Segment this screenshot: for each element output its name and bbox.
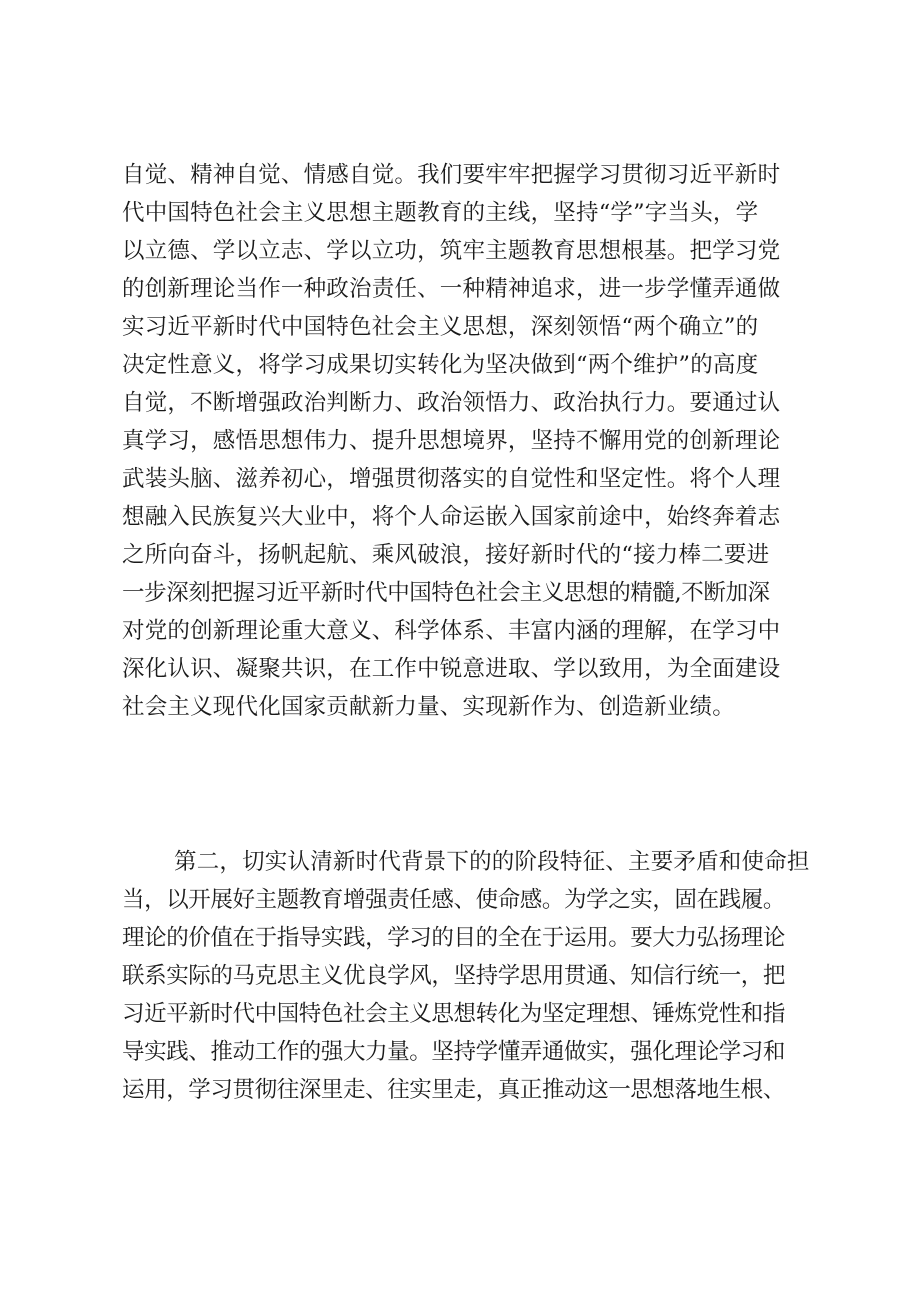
- paragraph-second-point: [122, 843, 822, 1109]
- text-line: 运用，学习贯彻往深里走、往实里走，真正推动这一思想落地生根、: [122, 1077, 786, 1103]
- text-line: 武装头脑、滋养初心，增强贯彻落实的自觉性和坚定性。将个人理: [122, 466, 781, 492]
- text-line: 当，以开展好主题教育增强责任感、使命感。为学之实，固在践履。: [122, 887, 786, 913]
- text-line: 代中国特色社会主义思想主题教育的主线，坚持“学”字当头，学: [122, 200, 759, 226]
- text-line: 自觉、精神自觉、情感自觉。我们要牢牢把握学习贯彻习近平新时: [122, 162, 781, 188]
- text-line: 实习近平新时代中国特色社会主义思想，深刻领悟“两个确立”的: [122, 314, 759, 340]
- text-line: 之所向奋斗，扬帆起航、乘风破浪，接好新时代的“接力棒二要进: [122, 542, 770, 568]
- paragraph-continuation: [122, 156, 822, 726]
- text-line: 第二，切实认清新时代背景下的的阶段特征、主要矛盾和使命担: [174, 849, 810, 875]
- text-line: 以立德、学以立志、学以立功，筑牢主题教育思想根基。把学习党: [122, 238, 781, 264]
- text-line: 想融入民族复兴大业中，将个人命运嵌入国家前途中，始终奔着志: [122, 504, 781, 530]
- text-line: 决定性意义，将学习成果切实转化为坚决做到“两个维护”的高度: [122, 352, 759, 378]
- text-line: 导实践、推动工作的强大力量。坚持学懂弄通做实，强化理论学习和: [122, 1039, 786, 1065]
- text-line: 真学习，感悟思想伟力、提升思想境界，坚持不懈用党的创新理论: [122, 428, 781, 454]
- text-line: 联系实际的马克思主义优良学风，坚持学思用贯通、知信行统一，把: [122, 963, 786, 989]
- text-line: 理论的价值在于指导实践，学习的目的全在于运用。要大力弘扬理论: [122, 925, 786, 951]
- text-line: 一步深刻把握习近平新时代中国特色社会主义思想的精髓,不断加深: [122, 580, 770, 606]
- text-line: 深化认识、凝聚共识，在工作中锐意进取、学以致用，为全面建设: [122, 656, 781, 682]
- text-line: 习近平新时代中国特色社会主义思想转化为坚定理想、锤炼党性和指: [122, 1001, 786, 1027]
- text-line: 社会主义现代化国家贡献新力量、实现新作为、创造新业绩。: [122, 694, 735, 720]
- text-line: 的创新理论当作一种政治责任、一种精神追求，进一步学懂弄通做: [122, 276, 781, 302]
- text-line: 对党的创新理论重大意义、科学体系、丰富内涵的理解，在学习中: [122, 618, 781, 644]
- text-line: 自觉，不断增强政治判断力、政治领悟力、政治执行力。要通过认: [122, 390, 781, 416]
